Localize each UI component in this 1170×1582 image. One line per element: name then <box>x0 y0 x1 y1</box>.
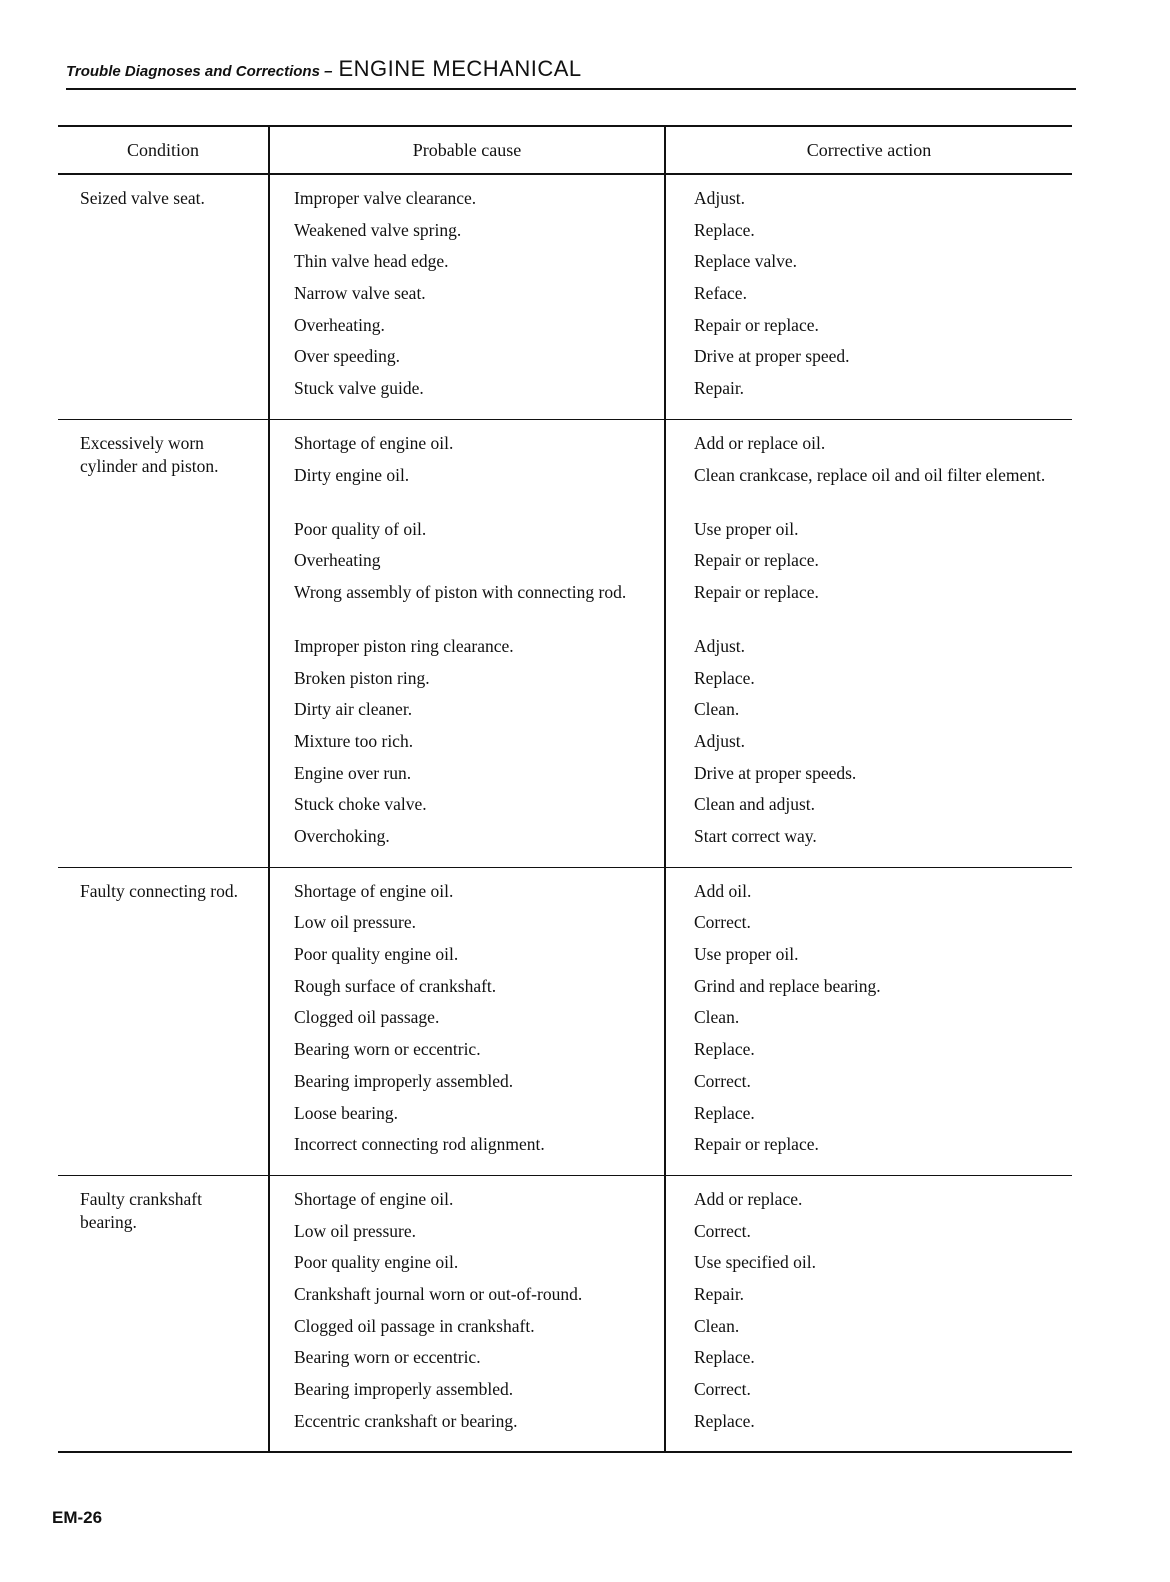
corrective-action-item: Replace. <box>694 1039 755 1060</box>
table-header-row <box>58 127 1072 175</box>
column-header-probable-cause: Probable cause <box>268 127 666 173</box>
probable-cause-cell <box>268 420 666 867</box>
probable-cause-item: Narrow valve seat. <box>294 283 426 304</box>
probable-cause-item: Over speeding. <box>294 346 400 367</box>
corrective-action-item: Use proper oil. <box>694 518 799 539</box>
corrective-action-item: Correct. <box>694 912 751 933</box>
probable-cause-item: Bearing improperly assembled. <box>294 1070 514 1091</box>
probable-cause-item: Bearing worn or eccentric. <box>294 1039 481 1060</box>
corrective-action-item: Clean. <box>694 1007 740 1028</box>
corrective-action-item: Reface. <box>694 283 747 304</box>
condition-cell: Faulty connecting rod. <box>80 880 238 901</box>
probable-cause-item: Mixture too rich. <box>294 730 414 751</box>
corrective-action-cell <box>666 1176 1072 1452</box>
probable-cause-item: Overheating <box>294 550 381 571</box>
corrective-action-item: Repair or replace. <box>694 550 819 571</box>
probable-cause-item: Shortage of engine oil. <box>294 880 454 901</box>
probable-cause-item: Loose bearing. <box>294 1102 398 1123</box>
probable-cause-item: Crankshaft journal worn or out-of-round. <box>294 1283 583 1304</box>
corrective-action-item: Adjust. <box>694 730 746 751</box>
condition-group <box>58 1176 1072 1452</box>
probable-cause-item: Bearing improperly assembled. <box>294 1379 514 1399</box>
page-title: ENGINE MECHANICAL <box>338 56 582 81</box>
probable-cause-item: Dirty air cleaner. <box>294 699 413 720</box>
probable-cause-item: Shortage of engine oil. <box>294 1188 454 1209</box>
condition-cell: Excessively worn cylinder and piston. <box>80 432 219 476</box>
page-number: EM-26 <box>52 1508 103 1527</box>
corrective-action-item: Clean and adjust. <box>694 794 816 815</box>
trouble-diagnosis-table <box>58 125 1072 1453</box>
probable-cause-item: Stuck valve guide. <box>294 378 424 399</box>
corrective-action-item: Repair. <box>694 1283 745 1304</box>
probable-cause-item: Poor quality of oil. <box>294 518 427 539</box>
column-header-condition: Condition <box>126 139 199 160</box>
probable-cause-item: Clogged oil passage. <box>294 1007 440 1028</box>
corrective-action-item: Drive at proper speed. <box>694 346 850 367</box>
condition-group <box>58 420 1072 868</box>
condition-cell: Seized valve seat. <box>80 188 205 208</box>
probable-cause-item: Poor quality engine oil. <box>294 944 459 965</box>
probable-cause-item: Dirty engine oil. <box>294 464 410 485</box>
corrective-action-item: Replace. <box>694 1102 755 1123</box>
corrective-action-item: Replace. <box>694 1347 755 1368</box>
probable-cause-item: Engine over run. <box>294 762 412 783</box>
probable-cause-item: Broken piston ring. <box>294 667 430 688</box>
probable-cause-item: Incorrect connecting rod alignment. <box>294 1134 545 1155</box>
probable-cause-item: Bearing worn or eccentric. <box>294 1347 481 1368</box>
probable-cause-cell <box>268 175 666 419</box>
corrective-action-item: Grind and replace bearing. <box>694 975 881 996</box>
corrective-action-item: Correct. <box>694 1379 751 1399</box>
condition-cell: Faulty crankshaft bearing. <box>80 1188 202 1232</box>
corrective-action-item: Clean. <box>694 699 740 720</box>
probable-cause-item: Stuck choke valve. <box>294 794 427 815</box>
table-body <box>58 175 1072 1451</box>
probable-cause-item: Overchoking. <box>294 826 390 846</box>
corrective-action-item: Drive at proper speeds. <box>694 762 857 783</box>
section-label: Trouble Diagnoses and Corrections – <box>66 63 333 80</box>
probable-cause-item: Thin valve head edge. <box>294 251 449 272</box>
corrective-action-item: Correct. <box>694 1070 751 1091</box>
probable-cause-item: Shortage of engine oil. <box>294 432 454 453</box>
probable-cause-item: Low oil pressure. <box>294 912 416 933</box>
corrective-action-item: Correct. <box>694 1220 751 1241</box>
corrective-action-item: Replace valve. <box>694 251 798 272</box>
condition-group <box>58 175 1072 420</box>
page-header <box>66 54 1076 90</box>
corrective-action-item: Add or replace oil. <box>694 432 826 453</box>
corrective-action-item: Start correct way. <box>694 826 817 846</box>
probable-cause-item: Wrong assembly of piston with connecting rod. <box>294 581 627 602</box>
corrective-action-item: Adjust. <box>694 635 746 656</box>
probable-cause-item: Weakened valve spring. <box>294 219 462 240</box>
probable-cause-cell <box>268 1176 666 1452</box>
corrective-action-item: Repair or replace. <box>694 581 819 602</box>
corrective-action-item: Clean crankcase, replace oil and oil filter element. <box>694 464 1046 485</box>
probable-cause-item: Improper valve clearance. <box>294 188 477 208</box>
probable-cause-item: Poor quality engine oil. <box>294 1252 459 1273</box>
corrective-action-item: Adjust. <box>694 188 746 208</box>
corrective-action-item: Repair or replace. <box>694 1134 819 1155</box>
probable-cause-item: Rough surface of crankshaft. <box>294 975 497 996</box>
corrective-action-item: Add oil. <box>694 880 752 901</box>
probable-cause-item: Eccentric crankshaft or bearing. <box>294 1410 518 1431</box>
column-header-corrective-action: Corrective action <box>806 139 932 160</box>
corrective-action-item: Clean. <box>694 1315 740 1336</box>
probable-cause-item: Low oil pressure. <box>294 1220 416 1241</box>
corrective-action-cell <box>666 420 1072 867</box>
corrective-action-cell <box>666 868 1072 1175</box>
corrective-action-item: Replace. <box>694 219 755 240</box>
corrective-action-item: Replace. <box>694 1410 755 1431</box>
corrective-action-item: Repair or replace. <box>694 314 819 335</box>
corrective-action-item: Repair. <box>694 378 745 399</box>
corrective-action-item: Use specified oil. <box>694 1252 816 1273</box>
probable-cause-item: Improper piston ring clearance. <box>294 635 514 656</box>
probable-cause-item: Clogged oil passage in crankshaft. <box>294 1315 535 1336</box>
corrective-action-item: Use proper oil. <box>694 944 799 965</box>
probable-cause-cell <box>268 868 666 1175</box>
corrective-action-item: Replace. <box>694 667 755 688</box>
corrective-action-cell <box>666 175 1072 419</box>
condition-group <box>58 868 1072 1176</box>
probable-cause-item: Overheating. <box>294 314 385 335</box>
corrective-action-item: Add or replace. <box>694 1188 803 1209</box>
